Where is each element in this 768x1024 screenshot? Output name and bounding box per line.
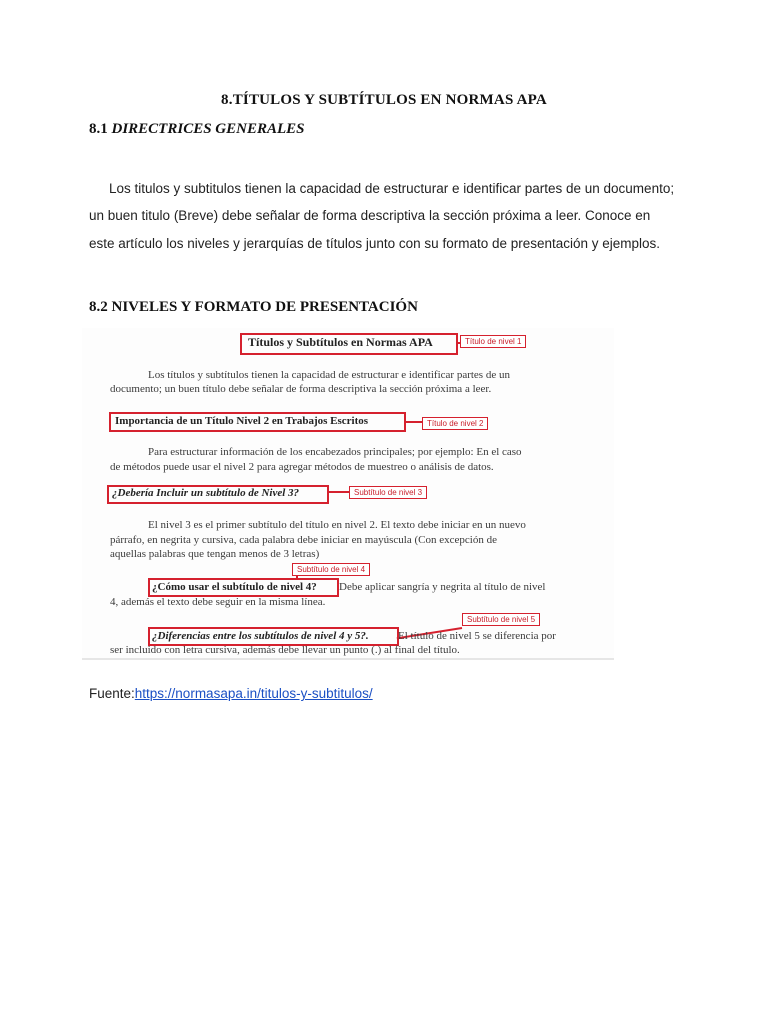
level2-tag: Título de nivel 2: [422, 417, 488, 430]
level4-title: ¿Cómo usar el subtítulo de nivel 4?: [152, 581, 317, 593]
figure-p1-line2: documento; un buen título debe señalar de forma descriptiva la sección próxima a leer.: [110, 383, 492, 395]
level5-title: ¿Diferencias entre los subtítulos de nivel 4 y 5?.: [152, 630, 369, 642]
figure-p5-line1: El título de nivel 5 se diferencia por: [398, 630, 556, 642]
level2-title: Importancia de un Título Nivel 2 en Trabajos Escritos: [115, 415, 369, 427]
source-citation: [89, 686, 373, 701]
section-number: 8.1: [89, 121, 108, 137]
section-heading-8-2: 8.2 NIVELES Y FORMATO DE PRESENTACIÓN: [89, 299, 418, 315]
section-title: DIRECTRICES GENERALES: [111, 121, 305, 137]
level1-tag: Título de nivel 1: [460, 335, 526, 348]
level3-title: ¿Debería Incluir un subtítulo de Nivel 3?: [112, 487, 300, 499]
section-heading-8-1: [89, 121, 305, 138]
paragraph-line-1: Los titulos y subtitulos tienen la capacidad de estructurar e identificar partes de un documento;: [109, 181, 675, 196]
figure-bottom-divider: [82, 658, 614, 660]
figure-p1-line1: Los títulos y subtítulos tienen la capacidad de estructurar e identificar partes de un: [148, 369, 510, 381]
apa-levels-figure: [82, 328, 614, 660]
level3-connector: [327, 491, 349, 493]
source-label: Fuente:: [89, 686, 135, 701]
level2-connector: [404, 421, 422, 423]
figure-p4-line1: Debe aplicar sangría y negrita al título de nivel: [339, 581, 546, 593]
figure-p2-line1: Para estructurar información de los encabezados principales; por ejemplo: En el caso: [148, 446, 522, 458]
source-link[interactable]: https://normasapa.in/titulos-y-subtitulos/: [134, 686, 373, 701]
level4-tag: Subtítulo de nivel 4: [292, 563, 370, 576]
figure-p3-line2: párrafo, en negrita y cursiva, cada palabra debe iniciar en mayúscula (Con excepción de: [110, 534, 497, 546]
paragraph-line-2: un buen titulo (Breve) debe señalar de forma descriptiva la sección próxima a leer. Conoce en: [89, 208, 651, 223]
level5-tag: Subtítulo de nivel 5: [462, 613, 540, 626]
document-heading: 8.TÍTULOS Y SUBTÍTULOS EN NORMAS APA: [221, 92, 547, 108]
figure-p3-line3: aquellas palabras que tengan menos de 3 letras): [110, 548, 320, 560]
figure-p5-line2: ser incluido con letra cursiva, además debe llevar un punto (.) al final del título.: [110, 644, 460, 656]
figure-p2-line2: de métodos puede usar el nivel 2 para agregar métodos de muestreo o análisis de datos.: [110, 461, 494, 473]
paragraph-line-3: este artículo los niveles y jerarquías de títulos junto con su formato de presentación y ejemplos.: [89, 236, 661, 251]
figure-p3-line1: El nivel 3 es el primer subtítulo del título en nivel 2. El texto debe iniciar en un nuevo: [148, 519, 526, 531]
level1-title: Títulos y Subtítulos en Normas APA: [248, 335, 433, 349]
figure-p4-line2: 4, además el texto debe seguir en la misma línea.: [110, 596, 326, 608]
level3-tag: Subtítulo de nivel 3: [349, 486, 427, 499]
